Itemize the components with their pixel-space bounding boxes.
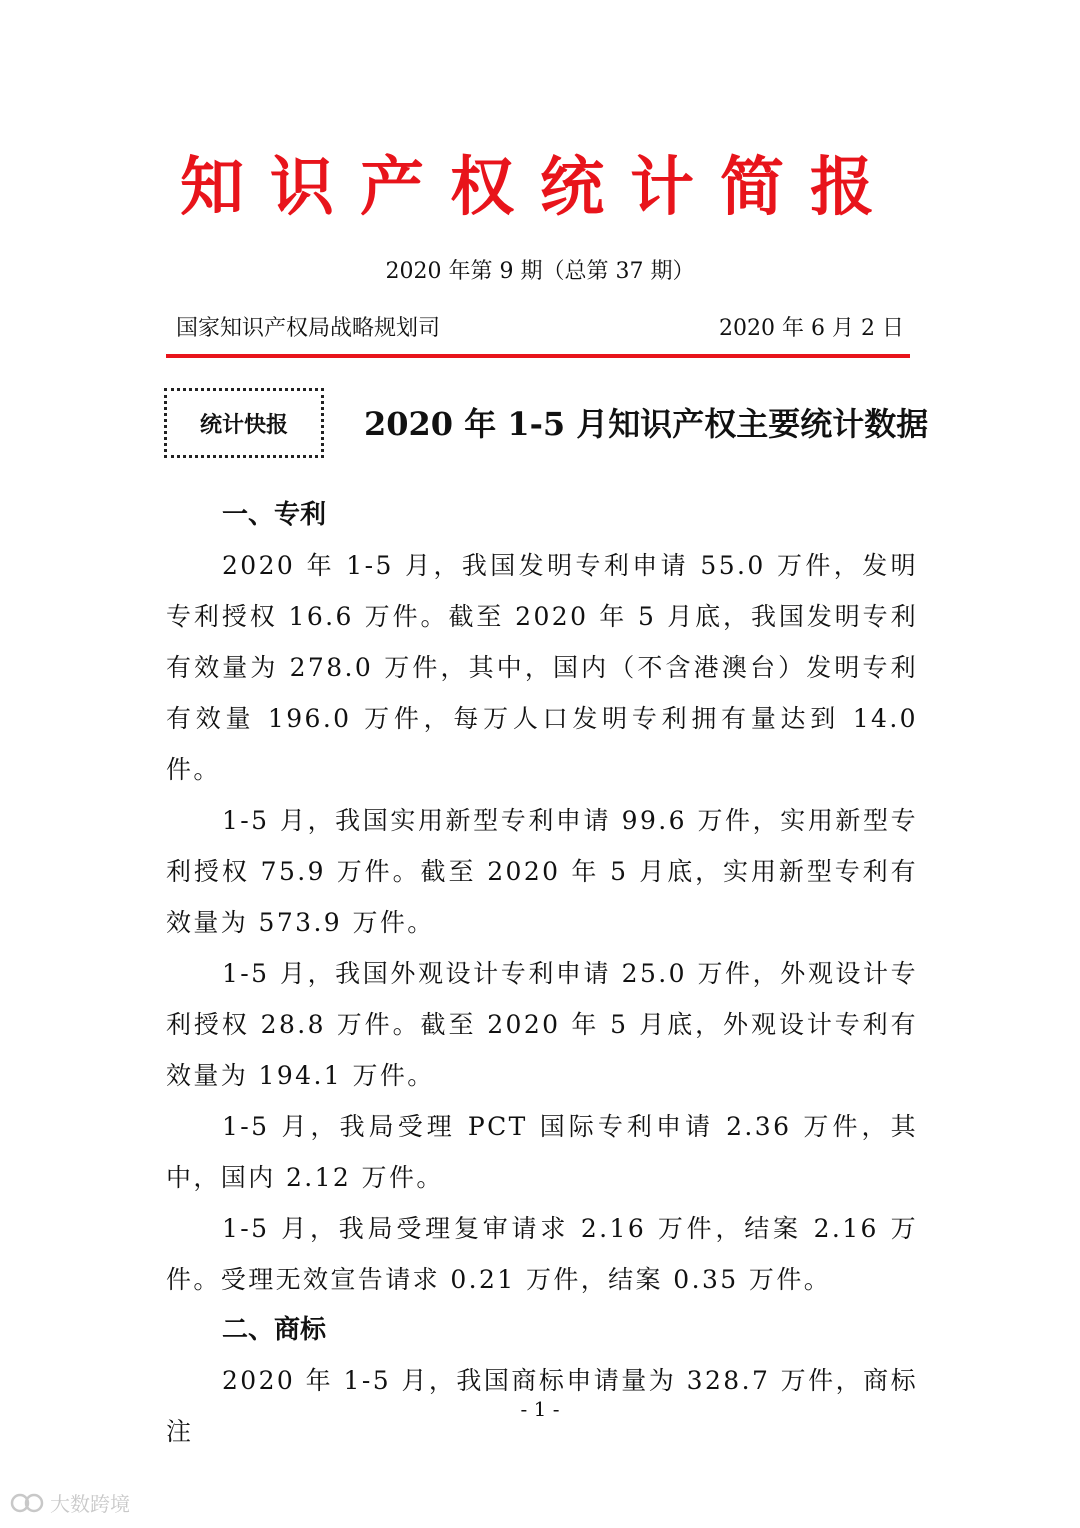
masthead-title: 知识产权统计简报 bbox=[180, 151, 900, 225]
body-paragraph: 1-5 月，我局受理 PCT 国际专利申请 2.36 万件，其中，国内 2.12 万件。 bbox=[166, 1112, 918, 1192]
body-paragraph: 2020 年 1-5 月，我国商标申请量为 328.7 万件，商标注 bbox=[166, 1366, 918, 1446]
body-paragraph: 1-5 月，我国外观设计专利申请 25.0 万件，外观设计专利授权 28.8 万件。截至 2020 年 5 月底，外观设计专利有效量为 194.1 万件。 bbox=[166, 959, 918, 1090]
watermark-logo-icon bbox=[10, 1492, 46, 1514]
body-paragraph: 2020 年 1-5 月，我国发明专利申请 55.0 万件，发明专利授权 16.6 万件。截至 2020 年 5 月底，我国发明专利有效量为 278.0 万件，其中，国内（不含港澳台）发明专利有效量 196.0 万件，每万人口发明专利拥有量达到 14.0 件。 bbox=[166, 551, 918, 784]
section-heading-patent: 一、专利 bbox=[222, 500, 327, 530]
category-tag bbox=[164, 388, 324, 458]
issuing-organization: 国家知识产权局战略规划司 bbox=[176, 316, 441, 341]
section-heading-trademark: 二、商标 bbox=[222, 1315, 327, 1345]
page-number: - 1 - bbox=[520, 1397, 560, 1421]
watermark-text: 大数跨境 bbox=[50, 1492, 130, 1516]
document-body bbox=[166, 490, 918, 1457]
document-title: 2020 年 1-5 月知识产权主要统计数据 bbox=[364, 405, 929, 443]
issue-date: 2020 年 6 月 2 日 bbox=[719, 316, 904, 341]
body-paragraph: 1-5 月，我局受理复审请求 2.16 万件，结案 2.16 万件。受理无效宣告请求 0.21 万件，结案 0.35 万件。 bbox=[166, 1214, 918, 1294]
watermark bbox=[10, 1488, 130, 1517]
header-divider bbox=[166, 354, 910, 358]
body-paragraph: 1-5 月，我国实用新型专利申请 99.6 万件，实用新型专利授权 75.9 万件。截至 2020 年 5 月底，实用新型专利有效量为 573.9 万件。 bbox=[166, 806, 918, 937]
category-tag-label: 统计快报 bbox=[199, 412, 288, 438]
issue-number: 2020 年第 9 期（总第 37 期） bbox=[385, 259, 695, 284]
